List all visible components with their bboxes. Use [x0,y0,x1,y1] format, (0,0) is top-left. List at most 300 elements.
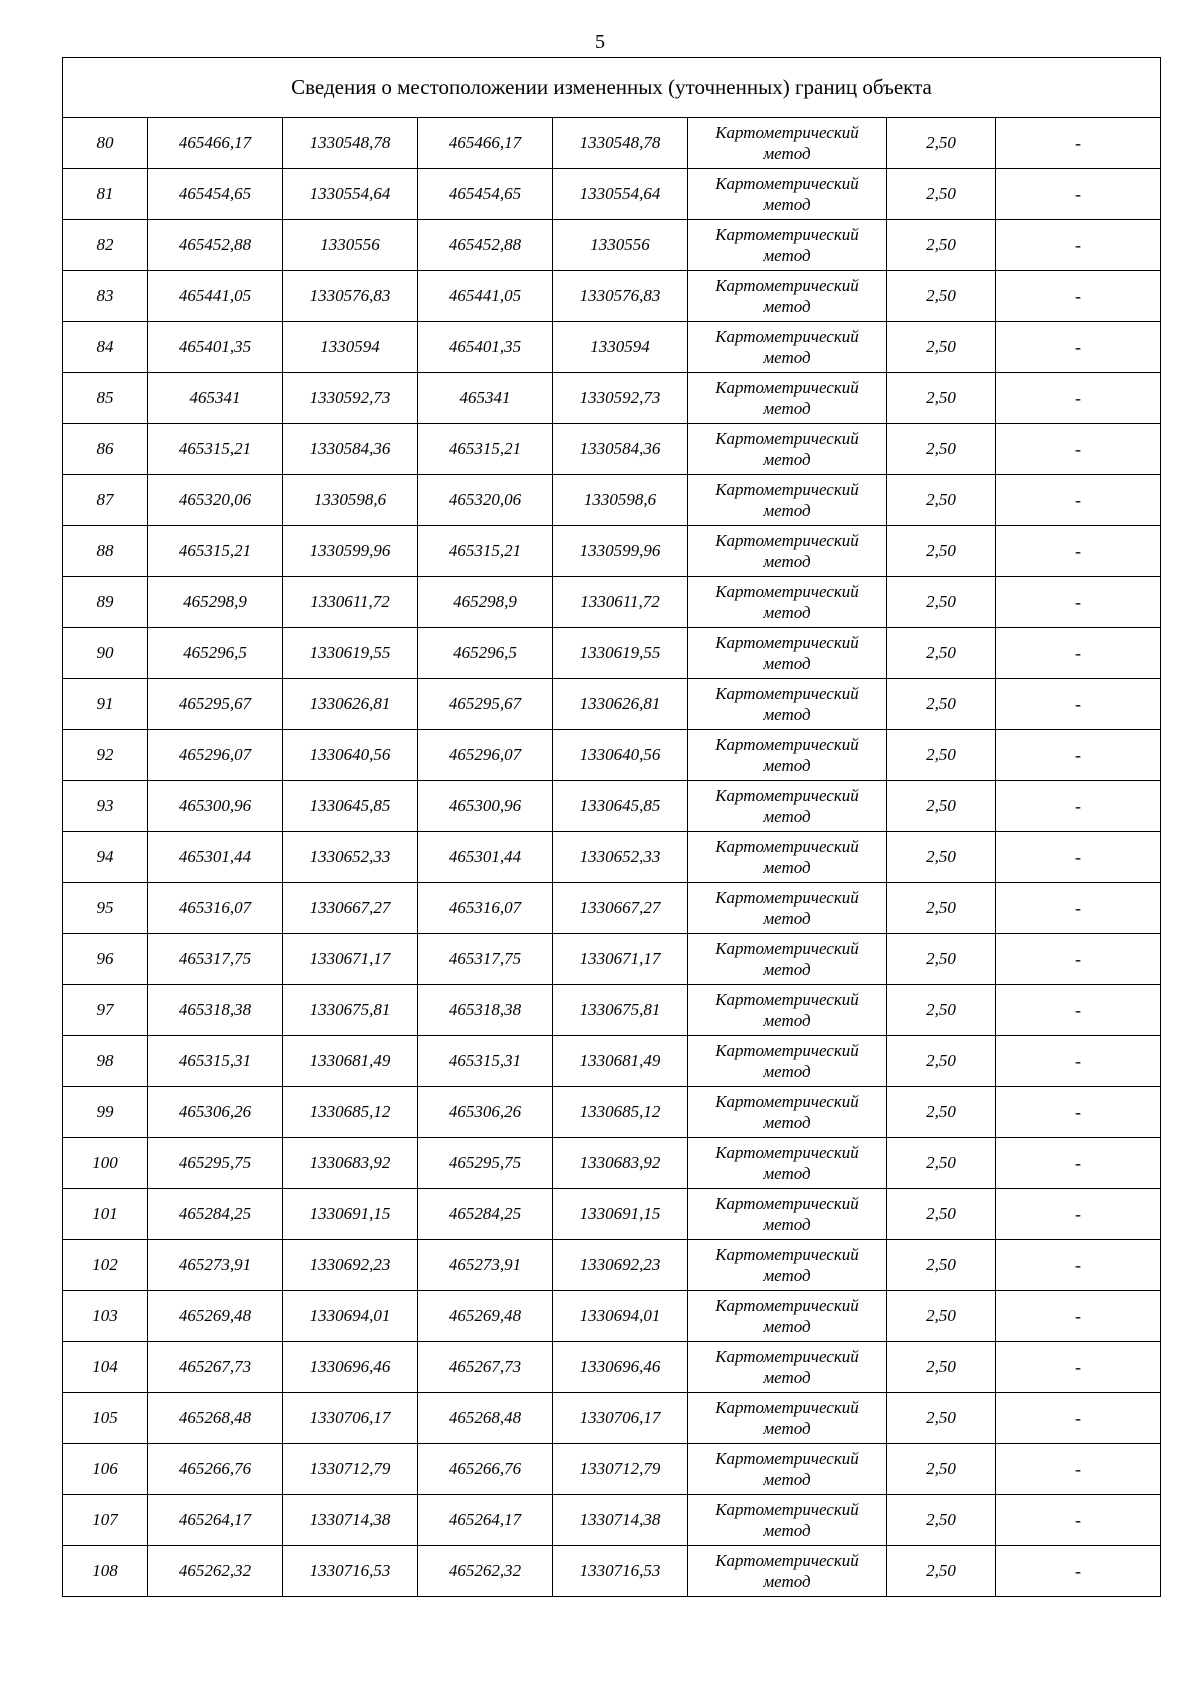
note-cell: - [996,526,1161,577]
x-refined-cell: 465318,38 [418,985,553,1036]
y-existing-cell: 1330611,72 [283,577,418,628]
method-line1: Картометрический [715,225,859,244]
y-existing-cell: 1330681,49 [283,1036,418,1087]
method-line2: метод [763,909,811,928]
x-refined-cell: 465284,25 [418,1189,553,1240]
accuracy-cell: 2,50 [887,1495,996,1546]
method-line2: метод [763,858,811,877]
method-line1: Картометрический [715,429,859,448]
y-refined-cell: 1330714,38 [553,1495,688,1546]
accuracy-cell: 2,50 [887,118,996,169]
table-row [63,730,1161,781]
x-existing-cell: 465315,21 [148,424,283,475]
method-cell [688,985,887,1036]
accuracy-cell: 2,50 [887,628,996,679]
x-refined-cell: 465266,76 [418,1444,553,1495]
method-line2: метод [763,1419,811,1438]
point-number-cell: 84 [63,322,148,373]
note-cell: - [996,169,1161,220]
x-refined-cell: 465295,67 [418,679,553,730]
method-cell [688,934,887,985]
point-number-cell: 81 [63,169,148,220]
note-cell: - [996,577,1161,628]
note-cell: - [996,271,1161,322]
method-line1: Картометрический [715,939,859,958]
table-row [63,1342,1161,1393]
point-number-cell: 100 [63,1138,148,1189]
method-cell [688,883,887,934]
point-number-cell: 87 [63,475,148,526]
y-refined-cell: 1330556 [553,220,688,271]
y-existing-cell: 1330598,6 [283,475,418,526]
y-existing-cell: 1330619,55 [283,628,418,679]
method-cell [688,679,887,730]
accuracy-cell: 2,50 [887,730,996,781]
method-line2: метод [763,1266,811,1285]
accuracy-cell: 2,50 [887,1393,996,1444]
point-number-cell: 97 [63,985,148,1036]
y-refined-cell: 1330645,85 [553,781,688,832]
method-cell [688,220,887,271]
note-cell: - [996,475,1161,526]
method-line1: Картометрический [715,837,859,856]
note-cell: - [996,1240,1161,1291]
y-existing-cell: 1330691,15 [283,1189,418,1240]
y-existing-cell: 1330696,46 [283,1342,418,1393]
x-refined-cell: 465315,21 [418,526,553,577]
x-existing-cell: 465401,35 [148,322,283,373]
method-cell [688,322,887,373]
point-number-cell: 93 [63,781,148,832]
method-cell [688,526,887,577]
method-line2: метод [763,297,811,316]
note-cell: - [996,1495,1161,1546]
accuracy-cell: 2,50 [887,1342,996,1393]
point-number-cell: 92 [63,730,148,781]
method-line1: Картометрический [715,1143,859,1162]
accuracy-cell: 2,50 [887,1138,996,1189]
table-row [63,1495,1161,1546]
method-line1: Картометрический [715,480,859,499]
x-refined-cell: 465315,31 [418,1036,553,1087]
note-cell: - [996,1546,1161,1597]
method-line1: Картометрический [715,582,859,601]
table-row [63,934,1161,985]
x-refined-cell: 465295,75 [418,1138,553,1189]
accuracy-cell: 2,50 [887,934,996,985]
note-cell: - [996,883,1161,934]
x-refined-cell: 465466,17 [418,118,553,169]
method-cell [688,1138,887,1189]
method-line1: Картометрический [715,1041,859,1060]
point-number-cell: 104 [63,1342,148,1393]
x-existing-cell: 465441,05 [148,271,283,322]
y-existing-cell: 1330683,92 [283,1138,418,1189]
y-existing-cell: 1330554,64 [283,169,418,220]
note-cell: - [996,1444,1161,1495]
accuracy-cell: 2,50 [887,1291,996,1342]
method-cell [688,628,887,679]
y-existing-cell: 1330576,83 [283,271,418,322]
method-line2: метод [763,1062,811,1081]
method-cell [688,271,887,322]
x-existing-cell: 465295,67 [148,679,283,730]
method-line2: метод [763,960,811,979]
note-cell: - [996,781,1161,832]
x-existing-cell: 465306,26 [148,1087,283,1138]
method-line1: Картометрический [715,378,859,397]
method-cell [688,118,887,169]
y-existing-cell: 1330594 [283,322,418,373]
accuracy-cell: 2,50 [887,781,996,832]
x-refined-cell: 465267,73 [418,1342,553,1393]
point-number-cell: 103 [63,1291,148,1342]
x-refined-cell: 465300,96 [418,781,553,832]
note-cell: - [996,985,1161,1036]
x-refined-cell: 465273,91 [418,1240,553,1291]
x-refined-cell: 465269,48 [418,1291,553,1342]
page-number: 5 [595,31,605,53]
y-existing-cell: 1330712,79 [283,1444,418,1495]
note-cell: - [996,118,1161,169]
table-row [63,1291,1161,1342]
coordinates-table [62,57,1161,1597]
y-existing-cell: 1330694,01 [283,1291,418,1342]
x-existing-cell: 465318,38 [148,985,283,1036]
method-line1: Картометрический [715,786,859,805]
table-row [63,1087,1161,1138]
x-existing-cell: 465267,73 [148,1342,283,1393]
x-refined-cell: 465296,07 [418,730,553,781]
x-existing-cell: 465268,48 [148,1393,283,1444]
method-cell [688,475,887,526]
y-refined-cell: 1330671,17 [553,934,688,985]
x-existing-cell: 465315,31 [148,1036,283,1087]
accuracy-cell: 2,50 [887,1189,996,1240]
x-existing-cell: 465266,76 [148,1444,283,1495]
method-line1: Картометрический [715,327,859,346]
x-existing-cell: 465454,65 [148,169,283,220]
y-existing-cell: 1330714,38 [283,1495,418,1546]
method-line1: Картометрический [715,1551,859,1570]
accuracy-cell: 2,50 [887,220,996,271]
method-cell [688,1342,887,1393]
table-row [63,1138,1161,1189]
point-number-cell: 96 [63,934,148,985]
method-line1: Картометрический [715,1500,859,1519]
x-refined-cell: 465317,75 [418,934,553,985]
method-cell [688,1189,887,1240]
table-row [63,1240,1161,1291]
table-header-row [63,58,1161,118]
x-existing-cell: 465264,17 [148,1495,283,1546]
method-line2: метод [763,756,811,775]
y-existing-cell: 1330640,56 [283,730,418,781]
accuracy-cell: 2,50 [887,985,996,1036]
note-cell: - [996,628,1161,679]
point-number-cell: 90 [63,628,148,679]
x-existing-cell: 465316,07 [148,883,283,934]
table-row [63,832,1161,883]
y-refined-cell: 1330675,81 [553,985,688,1036]
point-number-cell: 82 [63,220,148,271]
accuracy-cell: 2,50 [887,526,996,577]
method-line2: метод [763,1215,811,1234]
table-row [63,1189,1161,1240]
table-row [63,883,1161,934]
y-existing-cell: 1330685,12 [283,1087,418,1138]
method-line1: Картометрический [715,1194,859,1213]
method-line1: Картометрический [715,1092,859,1111]
table-row [63,1546,1161,1597]
table-row [63,322,1161,373]
y-refined-cell: 1330652,33 [553,832,688,883]
method-line2: метод [763,552,811,571]
accuracy-cell: 2,50 [887,832,996,883]
y-refined-cell: 1330692,23 [553,1240,688,1291]
method-line2: метод [763,450,811,469]
point-number-cell: 95 [63,883,148,934]
note-cell: - [996,1291,1161,1342]
method-line2: метод [763,348,811,367]
y-refined-cell: 1330599,96 [553,526,688,577]
method-line2: метод [763,195,811,214]
y-refined-cell: 1330598,6 [553,475,688,526]
table-row [63,1393,1161,1444]
y-refined-cell: 1330576,83 [553,271,688,322]
method-line2: метод [763,1368,811,1387]
method-cell [688,373,887,424]
method-line2: метод [763,144,811,163]
method-line1: Картометрический [715,1245,859,1264]
x-refined-cell: 465296,5 [418,628,553,679]
method-cell [688,424,887,475]
x-existing-cell: 465284,25 [148,1189,283,1240]
x-refined-cell: 465316,07 [418,883,553,934]
table-row [63,169,1161,220]
table-row [63,679,1161,730]
y-existing-cell: 1330716,53 [283,1546,418,1597]
x-existing-cell: 465269,48 [148,1291,283,1342]
point-number-cell: 89 [63,577,148,628]
x-refined-cell: 465454,65 [418,169,553,220]
method-line2: метод [763,603,811,622]
accuracy-cell: 2,50 [887,679,996,730]
note-cell: - [996,1189,1161,1240]
y-refined-cell: 1330712,79 [553,1444,688,1495]
x-refined-cell: 465315,21 [418,424,553,475]
point-number-cell: 80 [63,118,148,169]
method-line1: Картометрический [715,990,859,1009]
x-existing-cell: 465298,9 [148,577,283,628]
y-existing-cell: 1330671,17 [283,934,418,985]
x-refined-cell: 465268,48 [418,1393,553,1444]
point-number-cell: 98 [63,1036,148,1087]
point-number-cell: 99 [63,1087,148,1138]
note-cell: - [996,1393,1161,1444]
note-cell: - [996,1342,1161,1393]
accuracy-cell: 2,50 [887,373,996,424]
method-line2: метод [763,1317,811,1336]
point-number-cell: 94 [63,832,148,883]
note-cell: - [996,220,1161,271]
y-existing-cell: 1330667,27 [283,883,418,934]
method-line1: Картометрический [715,1296,859,1315]
y-refined-cell: 1330626,81 [553,679,688,730]
x-existing-cell: 465300,96 [148,781,283,832]
y-refined-cell: 1330694,01 [553,1291,688,1342]
y-refined-cell: 1330706,17 [553,1393,688,1444]
method-line1: Картометрический [715,276,859,295]
x-refined-cell: 465401,35 [418,322,553,373]
note-cell: - [996,934,1161,985]
method-cell [688,1240,887,1291]
x-existing-cell: 465452,88 [148,220,283,271]
method-line2: метод [763,1521,811,1540]
method-cell [688,1036,887,1087]
y-refined-cell: 1330554,64 [553,169,688,220]
method-line2: метод [763,705,811,724]
y-existing-cell: 1330626,81 [283,679,418,730]
table-row [63,118,1161,169]
y-refined-cell: 1330594 [553,322,688,373]
method-cell [688,781,887,832]
method-line1: Картометрический [715,684,859,703]
accuracy-cell: 2,50 [887,322,996,373]
point-number-cell: 88 [63,526,148,577]
y-refined-cell: 1330667,27 [553,883,688,934]
y-existing-cell: 1330584,36 [283,424,418,475]
y-refined-cell: 1330611,72 [553,577,688,628]
point-number-cell: 91 [63,679,148,730]
note-cell: - [996,1036,1161,1087]
method-cell [688,730,887,781]
note-cell: - [996,679,1161,730]
method-line1: Картометрический [715,174,859,193]
method-line1: Картометрический [715,531,859,550]
table-row [63,781,1161,832]
note-cell: - [996,1087,1161,1138]
point-number-cell: 85 [63,373,148,424]
table-row [63,628,1161,679]
x-refined-cell: 465298,9 [418,577,553,628]
method-cell [688,577,887,628]
table-row [63,424,1161,475]
method-cell [688,1546,887,1597]
method-cell [688,1393,887,1444]
method-line2: метод [763,246,811,265]
method-cell [688,1087,887,1138]
table-row [63,1444,1161,1495]
method-line2: метод [763,399,811,418]
accuracy-cell: 2,50 [887,883,996,934]
y-existing-cell: 1330706,17 [283,1393,418,1444]
note-cell: - [996,730,1161,781]
y-refined-cell: 1330584,36 [553,424,688,475]
note-cell: - [996,1138,1161,1189]
method-line1: Картометрический [715,1449,859,1468]
method-line1: Картометрический [715,1398,859,1417]
method-line1: Картометрический [715,888,859,907]
y-existing-cell: 1330548,78 [283,118,418,169]
x-existing-cell: 465466,17 [148,118,283,169]
method-cell [688,169,887,220]
table-row [63,220,1161,271]
accuracy-cell: 2,50 [887,271,996,322]
table-row [63,1036,1161,1087]
x-refined-cell: 465341 [418,373,553,424]
table-row [63,526,1161,577]
y-refined-cell: 1330592,73 [553,373,688,424]
table-body [63,58,1161,1597]
y-refined-cell: 1330716,53 [553,1546,688,1597]
x-refined-cell: 465262,32 [418,1546,553,1597]
point-number-cell: 86 [63,424,148,475]
note-cell: - [996,373,1161,424]
point-number-cell: 108 [63,1546,148,1597]
x-existing-cell: 465301,44 [148,832,283,883]
y-existing-cell: 1330675,81 [283,985,418,1036]
y-refined-cell: 1330548,78 [553,118,688,169]
table-row [63,373,1161,424]
y-refined-cell: 1330683,92 [553,1138,688,1189]
note-cell: - [996,322,1161,373]
method-cell [688,1495,887,1546]
x-existing-cell: 465315,21 [148,526,283,577]
point-number-cell: 83 [63,271,148,322]
x-existing-cell: 465296,5 [148,628,283,679]
method-line2: метод [763,807,811,826]
table-row [63,985,1161,1036]
x-refined-cell: 465306,26 [418,1087,553,1138]
y-refined-cell: 1330619,55 [553,628,688,679]
y-existing-cell: 1330645,85 [283,781,418,832]
y-existing-cell: 1330692,23 [283,1240,418,1291]
method-line1: Картометрический [715,1347,859,1366]
method-line2: метод [763,1113,811,1132]
x-existing-cell: 465262,32 [148,1546,283,1597]
point-number-cell: 106 [63,1444,148,1495]
y-refined-cell: 1330691,15 [553,1189,688,1240]
method-line2: метод [763,1572,811,1591]
y-refined-cell: 1330681,49 [553,1036,688,1087]
accuracy-cell: 2,50 [887,1546,996,1597]
table-row [63,271,1161,322]
accuracy-cell: 2,50 [887,475,996,526]
y-existing-cell: 1330652,33 [283,832,418,883]
accuracy-cell: 2,50 [887,169,996,220]
accuracy-cell: 2,50 [887,1087,996,1138]
note-cell: - [996,424,1161,475]
point-number-cell: 107 [63,1495,148,1546]
table-row [63,475,1161,526]
table-row [63,577,1161,628]
method-line1: Картометрический [715,123,859,142]
method-line1: Картометрический [715,735,859,754]
y-refined-cell: 1330640,56 [553,730,688,781]
point-number-cell: 105 [63,1393,148,1444]
accuracy-cell: 2,50 [887,424,996,475]
method-line1: Картометрический [715,633,859,652]
x-existing-cell: 465295,75 [148,1138,283,1189]
method-line2: метод [763,1470,811,1489]
x-refined-cell: 465264,17 [418,1495,553,1546]
method-cell [688,832,887,883]
x-refined-cell: 465301,44 [418,832,553,883]
method-cell [688,1291,887,1342]
x-existing-cell: 465273,91 [148,1240,283,1291]
method-cell [688,1444,887,1495]
